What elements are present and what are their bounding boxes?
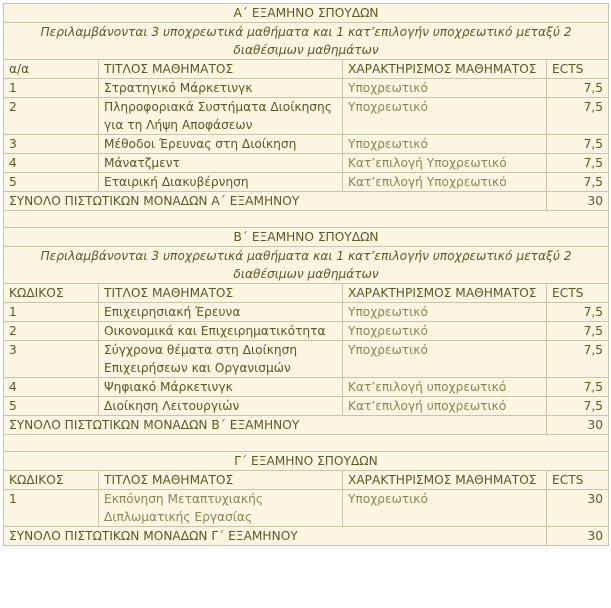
- semester-c-title-row: [4, 452, 609, 471]
- course-ects: 30: [547, 490, 609, 527]
- course-ects: 7,5: [547, 378, 609, 397]
- course-title: Πληροφοριακά Συστήματα Διοίκησης για τη Λήψη Αποφάσεων: [99, 98, 343, 135]
- semester-c-header-row: [4, 471, 609, 490]
- table-row: [4, 98, 609, 135]
- course-code: 5: [4, 397, 99, 416]
- table-row: [4, 135, 609, 154]
- column-header-ects: ECTS: [547, 60, 609, 79]
- course-title: Εκπόνηση Μεταπτυχιακής Διπλωματικής Εργασίας: [99, 490, 343, 527]
- course-type: Υποχρεωτικό: [343, 341, 547, 378]
- total-value: 30: [547, 192, 609, 211]
- course-code: 1: [4, 79, 99, 98]
- table-row: [4, 397, 609, 416]
- course-type: Υποχρεωτικό: [343, 79, 547, 98]
- spacer-row: [4, 211, 609, 228]
- course-ects: 7,5: [547, 303, 609, 322]
- total-label: ΣΥΝΟΛΟ ΠΙΣΤΩΤΙΚΩΝ ΜΟΝΑΔΩΝ Γ΄ ΕΞΑΜΗΝΟΥ: [4, 527, 547, 546]
- semester-b-total-row: [4, 416, 609, 435]
- semester-title: Α΄ ΕΞΑΜΗΝΟ ΣΠΟΥΔΩΝ: [4, 4, 609, 23]
- semester-a-total-row: [4, 192, 609, 211]
- course-code: 4: [4, 154, 99, 173]
- course-title: Μάνατζμεντ: [99, 154, 343, 173]
- column-header-code: α/α: [4, 60, 99, 79]
- semester-b-title-row: [4, 228, 609, 247]
- semester-a-title-row: [4, 4, 609, 23]
- total-value: 30: [547, 527, 609, 546]
- course-title: Επιχειρησιακή Έρευνα: [99, 303, 343, 322]
- semester-c-total-row: [4, 527, 609, 546]
- column-header-title: ΤΙΤΛΟΣ ΜΑΘΗΜΑΤΟΣ: [99, 284, 343, 303]
- semester-description: Περιλαμβάνονται 3 υποχρεωτικά μαθήματα και 1 κατ’επιλογήν υποχρεωτικό μεταξύ 2 διαθέσιμων μαθημάτων: [4, 23, 609, 60]
- column-header-type: ΧΑΡΑΚΤΗΡΙΣΜΟΣ ΜΑΘΗΜΑΤΟΣ: [343, 471, 547, 490]
- course-code: 2: [4, 322, 99, 341]
- semester-b-header-row: [4, 284, 609, 303]
- course-ects: 7,5: [547, 397, 609, 416]
- course-ects: 7,5: [547, 154, 609, 173]
- table-row: [4, 341, 609, 378]
- column-header-title: ΤΙΤΛΟΣ ΜΑΘΗΜΑΤΟΣ: [99, 471, 343, 490]
- curriculum-table: [3, 3, 609, 546]
- table-row: [4, 322, 609, 341]
- course-ects: 7,5: [547, 135, 609, 154]
- course-type: Υποχρεωτικό: [343, 322, 547, 341]
- course-code: 2: [4, 98, 99, 135]
- spacer-row: [4, 435, 609, 452]
- course-title: Ψηφιακό Μάρκετινγκ: [99, 378, 343, 397]
- column-header-ects: ECTS: [547, 471, 609, 490]
- course-type: Κατ’επιλογή Υποχρεωτικό: [343, 173, 547, 192]
- table-row: [4, 303, 609, 322]
- semester-description: Περιλαμβάνονται 3 υποχρεωτικά μαθήματα και 1 κατ’επιλογήν υποχρεωτικό μεταξύ 2 διαθέσιμων μαθημάτων: [4, 247, 609, 284]
- total-label: ΣΥΝΟΛΟ ΠΙΣΤΩΤΙΚΩΝ ΜΟΝΑΔΩΝ Β΄ ΕΞΑΜΗΝΟΥ: [4, 416, 547, 435]
- course-title: Οικονομικά και Επιχειρηματικότητα: [99, 322, 343, 341]
- spacer-cell: [4, 435, 609, 452]
- semester-title: Β΄ ΕΞΑΜΗΝΟ ΣΠΟΥΔΩΝ: [4, 228, 609, 247]
- semester-title: Γ΄ ΕΞΑΜΗΝΟ ΣΠΟΥΔΩΝ: [4, 452, 609, 471]
- column-header-type: ΧΑΡΑΚΤΗΡΙΣΜΟΣ ΜΑΘΗΜΑΤΟΣ: [343, 284, 547, 303]
- course-code: 4: [4, 378, 99, 397]
- course-ects: 7,5: [547, 322, 609, 341]
- course-code: 1: [4, 490, 99, 527]
- table-row: [4, 378, 609, 397]
- course-type: Υποχρεωτικό: [343, 135, 547, 154]
- semester-b-description-row: [4, 247, 609, 284]
- course-title: Διοίκηση Λειτουργιών: [99, 397, 343, 416]
- spacer-cell: [4, 211, 609, 228]
- table-row: [4, 173, 609, 192]
- course-type: Υποχρεωτικό: [343, 490, 547, 527]
- table-row: [4, 154, 609, 173]
- course-type: Υποχρεωτικό: [343, 303, 547, 322]
- table-row: [4, 490, 609, 527]
- column-header-code: ΚΩΔΙΚΟΣ: [4, 471, 99, 490]
- course-code: 5: [4, 173, 99, 192]
- course-ects: 7,5: [547, 98, 609, 135]
- semester-a-header-row: [4, 60, 609, 79]
- course-type: Κατ’επιλογή υποχρεωτικό: [343, 378, 547, 397]
- table-row: [4, 79, 609, 98]
- column-header-ects: ECTS: [547, 284, 609, 303]
- total-label: ΣΥΝΟΛΟ ΠΙΣΤΩΤΙΚΩΝ ΜΟΝΑΔΩΝ Α΄ ΕΞΑΜΗΝΟΥ: [4, 192, 547, 211]
- course-type: Υποχρεωτικό: [343, 98, 547, 135]
- course-ects: 7,5: [547, 79, 609, 98]
- course-ects: 7,5: [547, 173, 609, 192]
- course-title: Στρατηγικό Μάρκετινγκ: [99, 79, 343, 98]
- course-title: Μέθοδοι Έρευνας στη Διοίκηση: [99, 135, 343, 154]
- course-title: Εταιρική Διακυβέρνηση: [99, 173, 343, 192]
- course-type: Κατ’επιλογή υποχρεωτικό: [343, 397, 547, 416]
- course-code: 3: [4, 341, 99, 378]
- course-type: Κατ’επιλογή Υποχρεωτικό: [343, 154, 547, 173]
- course-code: 3: [4, 135, 99, 154]
- column-header-code: ΚΩΔΙΚΟΣ: [4, 284, 99, 303]
- column-header-title: ΤΙΤΛΟΣ ΜΑΘΗΜΑΤΟΣ: [99, 60, 343, 79]
- course-ects: 7,5: [547, 341, 609, 378]
- semester-a-description-row: [4, 23, 609, 60]
- total-value: 30: [547, 416, 609, 435]
- column-header-type: ΧΑΡΑΚΤΗΡΙΣΜΟΣ ΜΑΘΗΜΑΤΟΣ: [343, 60, 547, 79]
- course-title: Σύγχρονα θέματα στη Διοίκηση Επιχειρήσεων και Οργανισμών: [99, 341, 343, 378]
- course-code: 1: [4, 303, 99, 322]
